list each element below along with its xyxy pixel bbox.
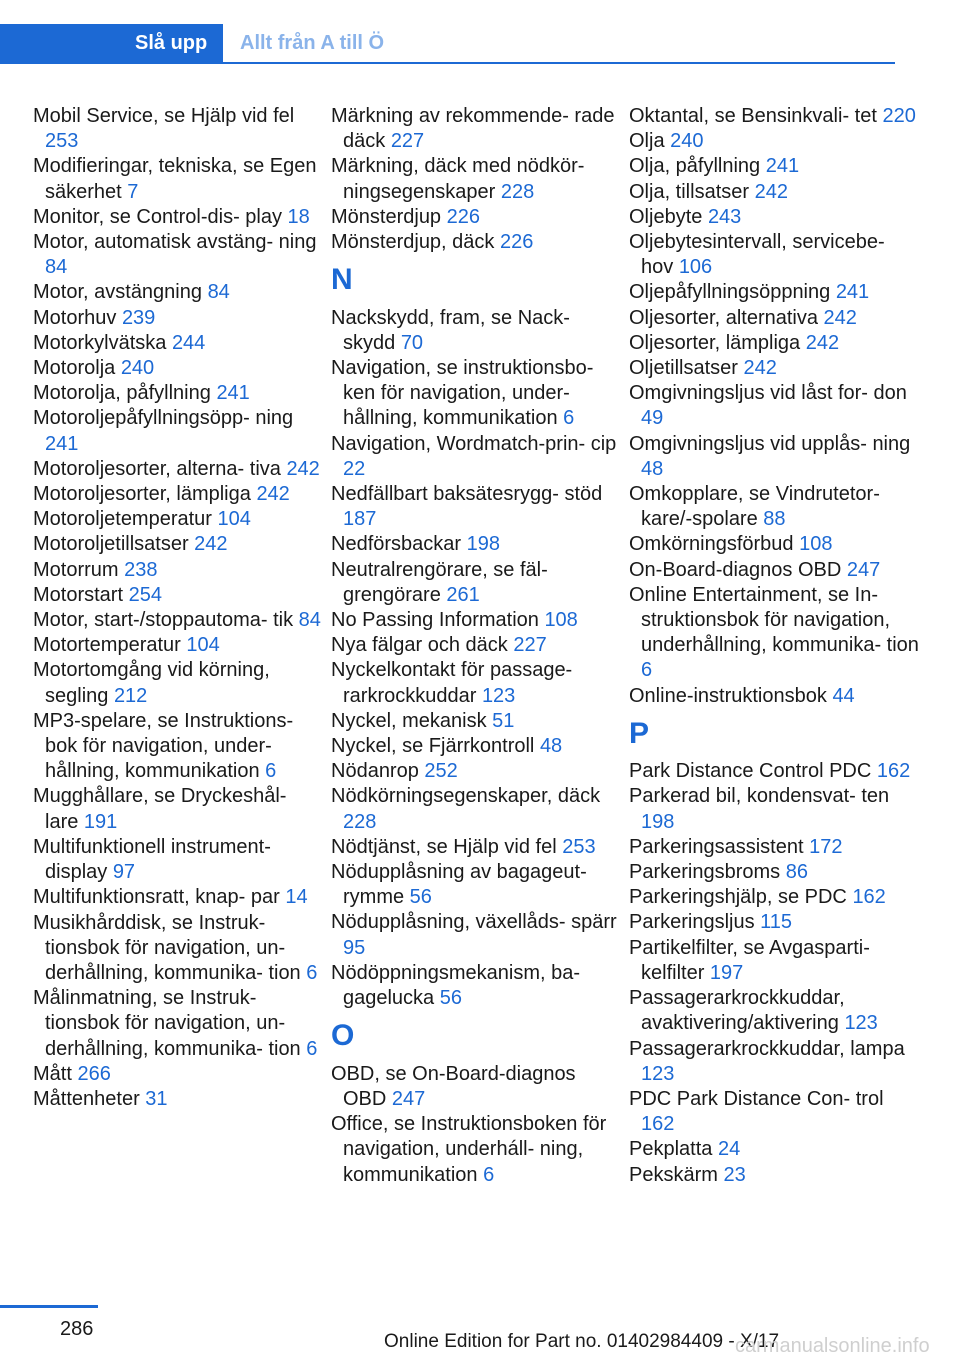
index-page-link[interactable]: 7: [127, 180, 139, 203]
index-page-link[interactable]: 261: [446, 583, 480, 606]
index-entry-term: Oljebyte: [629, 205, 708, 228]
index-entry: [331, 961, 621, 1011]
index-entry-term: Multifunktionsratt, knap- par: [33, 886, 286, 909]
index-entry: [331, 658, 621, 708]
index-entry-term: Parkeringsljus: [629, 911, 761, 934]
index-entry-term: Oljepåfyllningsöppning: [629, 281, 836, 304]
index-page-link[interactable]: 252: [424, 760, 458, 783]
index-column-1: [33, 104, 323, 1112]
index-entry: [33, 558, 323, 583]
index-page-link[interactable]: 228: [500, 180, 535, 203]
index-page-link[interactable]: 48: [539, 735, 563, 758]
index-entry: [331, 532, 621, 557]
index-entry: [629, 104, 919, 129]
index-page-link[interactable]: 212: [113, 684, 148, 707]
index-entry-term: Pekskärm: [629, 1163, 724, 1186]
index-page-link[interactable]: 240: [670, 130, 704, 153]
index-entry: [33, 280, 323, 305]
index-page-link[interactable]: 6: [641, 659, 653, 682]
index-entry: [331, 432, 621, 482]
index-entry: [33, 911, 323, 987]
index-entry: [331, 558, 621, 608]
index-letter-heading: N: [331, 263, 353, 297]
index-entry: [629, 784, 919, 834]
index-entry: [331, 784, 621, 834]
index-page-link[interactable]: 108: [799, 533, 833, 556]
index-page-link[interactable]: 106: [678, 256, 713, 279]
index-entry: [629, 154, 919, 179]
index-entry-term: Nyckelkontakt för passage- rarkrockkuddar: [331, 659, 573, 707]
index-entry-term: Märkning, däck med nödkör- ningsegenskaper: [331, 155, 585, 203]
index-entry-term: Nödöppningsmekanism, ba- gagelucka: [331, 961, 581, 1010]
index-page-link[interactable]: 84: [45, 256, 68, 279]
index-entry-term: Nödanrop: [331, 760, 425, 783]
index-entry: [331, 104, 621, 154]
index-entry-term: OBD, se On-Board-diagnos OBD: [331, 1062, 576, 1110]
index-entry-term: Passagerarkrockkuddar, avaktivering/aktivering: [629, 987, 845, 1035]
index-entry: [331, 482, 621, 532]
index-entry: [629, 1163, 919, 1188]
index-entry: [33, 482, 323, 507]
index-entry: [331, 230, 621, 255]
index-entry-term: Navigation, Wordmatch-prin- cip: [331, 432, 617, 455]
index-entry-term: Mönsterdjup: [331, 205, 447, 228]
index-page-link[interactable]: 242: [754, 180, 788, 203]
index-page-link[interactable]: 44: [832, 684, 855, 707]
index-page-link[interactable]: 242: [256, 483, 290, 506]
footer-rule: [0, 1305, 98, 1308]
index-entry: [629, 1037, 919, 1087]
index-entry: [629, 1087, 919, 1137]
index-page-link[interactable]: 84: [207, 281, 230, 304]
index-entry: [629, 432, 919, 482]
index-page-link[interactable]: 24: [717, 1138, 741, 1161]
index-page-link[interactable]: 242: [286, 457, 320, 480]
index-entry: [33, 885, 323, 910]
index-page-link[interactable]: 70: [400, 331, 424, 354]
index-page-link[interactable]: 6: [265, 760, 277, 783]
index-page-link[interactable]: 191: [83, 810, 118, 833]
index-page-link[interactable]: 187: [343, 508, 377, 531]
index-entry-term: Navigation, se instruktionsbo- ken för navigation, under- hållning, kommunikation: [331, 357, 594, 430]
index-entry-term: Nödupplåsning, växellåds- spärr: [331, 911, 617, 934]
index-entry-term: Olja: [629, 130, 671, 153]
index-page-link[interactable]: 243: [707, 205, 742, 228]
index-page-link[interactable]: 266: [77, 1062, 111, 1085]
index-page-link[interactable]: 227: [390, 130, 425, 153]
index-entry: [331, 205, 621, 230]
index-entry: [331, 306, 621, 356]
index-page-link[interactable]: 104: [217, 508, 251, 531]
index-entry: [33, 986, 323, 1062]
index-entry-term: Motorstart: [33, 583, 129, 606]
index-entry-term: Pekplatta: [629, 1138, 718, 1161]
index-entry: [33, 457, 323, 482]
index-entry-term: Parkeringsbroms: [629, 861, 786, 884]
index-entry-term: Online-instruktionsbok: [629, 684, 833, 707]
index-page-link[interactable]: 228: [343, 810, 377, 833]
index-entry-term: Mönsterdjup, däck: [331, 231, 500, 254]
index-entry-term: Neutralrengörare, se fäl- grengörare: [331, 558, 548, 606]
index-entry-term: Omgivningsljus vid upplås- ning: [629, 432, 911, 455]
index-page-link[interactable]: 22: [343, 457, 366, 480]
index-entry: [33, 1062, 323, 1087]
index-page-link[interactable]: 253: [45, 130, 79, 153]
index-page-link[interactable]: 241: [45, 432, 79, 455]
index-column-2: [331, 104, 621, 1188]
index-entry: [629, 986, 919, 1036]
index-entry: [629, 230, 919, 280]
index-page-link[interactable]: 18: [287, 205, 310, 228]
index-entry-term: Olja, påfyllning: [629, 155, 766, 178]
index-page-link[interactable]: 123: [481, 684, 516, 707]
index-entry: [331, 910, 621, 960]
index-page-link[interactable]: 6: [563, 407, 575, 430]
index-page-link[interactable]: 226: [446, 205, 480, 228]
index-entry-term: Motortomgång vid körning, segling: [33, 659, 270, 707]
index-entry: [33, 306, 323, 331]
index-entry-term: Nödkörningsegenskaper, däck: [331, 785, 601, 808]
index-page-link[interactable]: 31: [145, 1087, 168, 1110]
index-entry: [33, 507, 323, 532]
index-entry-term: Målinmatning, se Instruk- tionsbok för navigation, un- derhållning, kommunika- tion: [33, 987, 307, 1060]
index-entry-term: Motorolja: [33, 357, 121, 380]
index-page-link[interactable]: 247: [846, 558, 881, 581]
index-entry-term: Nedfällbart baksätesrygg- stöd: [331, 483, 603, 506]
index-page-link[interactable]: 227: [513, 634, 547, 657]
index-entry: [33, 230, 323, 280]
index-page-link[interactable]: 240: [120, 357, 155, 380]
index-entry-term: Nödupplåsning av bagageut- rymme: [331, 861, 587, 909]
index-page-link[interactable]: 162: [641, 1113, 675, 1136]
index-entry-term: Parkeringsassistent: [629, 835, 810, 858]
index-entry-term: On-Board-diagnos OBD: [629, 558, 847, 581]
index-entry-term: Mått: [33, 1062, 78, 1085]
index-page-link[interactable]: 48: [641, 457, 664, 480]
index-entry-term: Modifieringar, tekniska, se Egen säkerhet: [33, 155, 317, 203]
index-entry-term: Motoroljetillsatser: [33, 533, 195, 556]
index-page-link[interactable]: 244: [171, 331, 206, 354]
index-entry: [33, 532, 323, 557]
index-entry: [331, 356, 621, 432]
index-entry: [33, 104, 323, 154]
index-entry-term: Office, se Instruktionsboken för navigation, underháll- ning, kommunikation: [331, 1113, 607, 1186]
index-page-link[interactable]: 162: [876, 760, 911, 783]
index-entry: [33, 608, 323, 633]
index-entry: [33, 1087, 323, 1112]
index-entry-term: Motoroljetemperatur: [33, 508, 218, 531]
index-entry: [629, 356, 919, 381]
index-entry-term: Oktantal, se Bensinkvali- tet: [629, 105, 883, 127]
index-entry-term: Omkörningsförbud: [629, 533, 800, 556]
index-page-link[interactable]: 115: [760, 911, 793, 934]
index-entry-term: Motorrum: [33, 558, 125, 581]
index-entry: [33, 784, 323, 834]
index-entry-term: No Passing Information: [331, 609, 545, 632]
index-entry: [629, 684, 919, 709]
index-entry: [331, 734, 621, 759]
index-entry: [629, 180, 919, 205]
index-page-link[interactable]: 6: [483, 1163, 495, 1186]
index-entry: [33, 835, 323, 885]
tab-sla-upp-label: Slå upp: [135, 32, 208, 54]
index-entry-term: Mugghållare, se Dryckeshål- lare: [33, 785, 287, 833]
index-page-link[interactable]: 198: [466, 533, 500, 556]
index-entry-term: PDC Park Distance Con- trol: [629, 1087, 884, 1110]
index-page-link[interactable]: 6: [306, 961, 318, 984]
index-entry-term: Oljebytesintervall, servicebe- hov: [629, 231, 885, 279]
index-page-link[interactable]: 241: [765, 155, 800, 178]
index-page-link[interactable]: 123: [844, 1012, 878, 1035]
index-entry: [629, 482, 919, 532]
index-entry: [331, 860, 621, 910]
index-entry-term: Online Entertainment, se In- struktionsbok för navigation, underhållning, kommunika- tion: [629, 583, 919, 657]
index-page-link[interactable]: 56: [439, 987, 462, 1010]
index-page-link[interactable]: 123: [641, 1062, 675, 1085]
index-page-link[interactable]: 242: [194, 533, 228, 556]
index-entry: [331, 608, 621, 633]
index-entry-term: Motoroljesorter, lämpliga: [33, 483, 257, 506]
index-entry-term: MP3-spelare, se Instruktions- bok för navigation, under- hållning, kommunikation: [33, 709, 294, 783]
index-entry: [629, 759, 919, 784]
index-entry: [33, 154, 323, 204]
index-entry-term: Monitor, se Control-dis- play: [33, 205, 288, 228]
index-entry-term: Motorkylvätska: [33, 331, 172, 354]
index-entry: [629, 936, 919, 986]
index-page-link[interactable]: 241: [835, 281, 870, 304]
index-entry-term: Motor, automatisk avstäng- ning: [33, 231, 317, 254]
index-entry-term: Park Distance Control PDC: [629, 760, 877, 783]
index-entry: [331, 633, 621, 658]
index-page-link[interactable]: 86: [785, 861, 808, 884]
index-page-link[interactable]: 238: [124, 558, 158, 581]
index-page-link[interactable]: 253: [562, 835, 596, 858]
index-page-link[interactable]: 14: [285, 886, 308, 909]
index-page-link[interactable]: 49: [641, 407, 664, 430]
index-page-link[interactable]: 254: [128, 583, 162, 606]
index-entry: [629, 910, 919, 935]
index-entry-term: Partikelfilter, se Avgasparti- kelfilter: [629, 936, 870, 984]
index-letter-heading: P: [629, 716, 650, 750]
edition-text: Online Edition for Part no. 01402984409 - X/17: [384, 1331, 780, 1352]
index-entry-term: Märkning av rekommende- rade däck: [331, 105, 615, 153]
index-entry: [331, 709, 621, 734]
index-page-link[interactable]: 242: [823, 306, 857, 329]
page-number: 286: [60, 1318, 94, 1340]
index-entry: [33, 331, 323, 356]
index-entry: [629, 835, 919, 860]
index-entry-term: Oljesorter, alternativa: [629, 306, 824, 329]
index-entry: [629, 532, 919, 557]
index-entry-term: Omkopplare, se Vindrutetor- kare/-spolare: [629, 483, 880, 531]
navigation-tabbar: [0, 24, 895, 64]
watermark: carmanualsonline.info: [735, 1335, 930, 1357]
index-page-link[interactable]: 220: [882, 105, 916, 127]
index-entry-term: Motoroljepåfyllningsöpp- ning: [33, 407, 294, 430]
index-entry: [33, 406, 323, 456]
index-entry: [629, 583, 919, 684]
index-entry: [33, 583, 323, 608]
index-entry-term: Nackskydd, fram, se Nack- skydd: [331, 306, 570, 354]
index-page-link[interactable]: 56: [409, 886, 432, 909]
index-entry: [33, 356, 323, 381]
index-page-link[interactable]: 108: [544, 609, 578, 632]
index-entry: [33, 381, 323, 406]
index-page-link[interactable]: 172: [809, 835, 843, 858]
index-page-link[interactable]: 6: [306, 1037, 318, 1060]
index-entry: [629, 280, 919, 305]
index-entry: [629, 381, 919, 431]
tab-allt-fran-a-till-o[interactable]: Allt från A till Ö: [240, 32, 385, 54]
index-entry: [33, 205, 323, 230]
index-page-link[interactable]: 51: [492, 709, 515, 732]
index-entry-term: Oljetillsatser: [629, 357, 744, 380]
index-entry-term: Mobil Service, se Hjälp vid fel: [33, 105, 295, 127]
index-entry: [629, 306, 919, 331]
index-entry-term: Motortemperatur: [33, 634, 187, 657]
index-entry: [629, 129, 919, 154]
index-entry-term: Nödtjänst, se Hjälp vid fel: [331, 835, 563, 858]
index-entry: [629, 885, 919, 910]
index-page-link[interactable]: 239: [121, 306, 156, 329]
index-entry: [331, 759, 621, 784]
index-entry: [331, 1112, 621, 1188]
index-entry: [629, 1137, 919, 1162]
index-entry-term: Passagerarkrockkuddar, lampa: [629, 1037, 905, 1060]
index-column-3: [629, 104, 919, 1188]
index-entry: [33, 633, 323, 658]
index-entry-term: Parkerad bil, kondensvat- ten: [629, 785, 890, 808]
index-entry-term: Oljesorter, lämpliga: [629, 331, 806, 354]
index-page-link[interactable]: 247: [391, 1087, 426, 1110]
index-page-link[interactable]: 241: [216, 382, 250, 405]
index-entry: [331, 154, 621, 204]
index-page-link[interactable]: 23: [723, 1163, 746, 1186]
index-entry: [629, 331, 919, 356]
index-entry-term: Musikhårddisk, se Instruk- tionsbok för navigation, un- derhållning, kommunika- tion: [33, 911, 307, 984]
index-page-link[interactable]: 84: [298, 609, 321, 632]
index-entry-term: Multifunktionell instrument- display: [33, 835, 271, 884]
index-page-link[interactable]: 95: [343, 936, 366, 959]
index-page-link[interactable]: 226: [499, 231, 534, 254]
index-entry: [33, 709, 323, 785]
index-entry: [629, 860, 919, 885]
index-letter-heading: O: [331, 1019, 355, 1053]
index-page-link[interactable]: 198: [641, 810, 675, 833]
index-entry: [629, 205, 919, 230]
index-page-link[interactable]: 97: [112, 861, 136, 884]
index-entry: [331, 835, 621, 860]
index-entry-term: Motorhuv: [33, 306, 122, 329]
index-page-link[interactable]: 197: [709, 961, 744, 984]
index-entry-term: Olja, tillsatser: [629, 180, 755, 203]
tab-sla-upp[interactable]: [0, 24, 223, 62]
index-page-link[interactable]: 242: [743, 357, 777, 380]
index-entry-term: Nya fälgar och däck: [331, 634, 514, 657]
index-page-link[interactable]: 242: [805, 331, 840, 354]
index-entry: [629, 558, 919, 583]
index-entry-term: Nyckel, se Fjärrkontroll: [331, 735, 540, 758]
index-entry-term: Omgivningsljus vid låst for- don: [629, 382, 907, 405]
index-entry: [33, 658, 323, 708]
index-entry: [331, 1062, 621, 1112]
index-entry-term: Parkeringshjälp, se PDC: [629, 886, 853, 909]
index-entry-term: Måttenheter: [33, 1087, 146, 1110]
index-entry-term: Motor, avstängning: [33, 281, 208, 304]
index-entry-term: Motor, start-/stoppautoma- tik: [33, 609, 299, 632]
index-entry-term: Nyckel, mekanisk: [331, 709, 493, 732]
index-entry-term: Motorolja, påfyllning: [33, 382, 217, 405]
index-entry-term: Nedförsbackar: [331, 533, 467, 556]
index-page-link[interactable]: 162: [852, 886, 886, 909]
index-entry-term: Motoroljesorter, alterna- tiva: [33, 457, 287, 480]
index-page-link[interactable]: 88: [763, 508, 786, 531]
index-page-link[interactable]: 104: [186, 634, 220, 657]
